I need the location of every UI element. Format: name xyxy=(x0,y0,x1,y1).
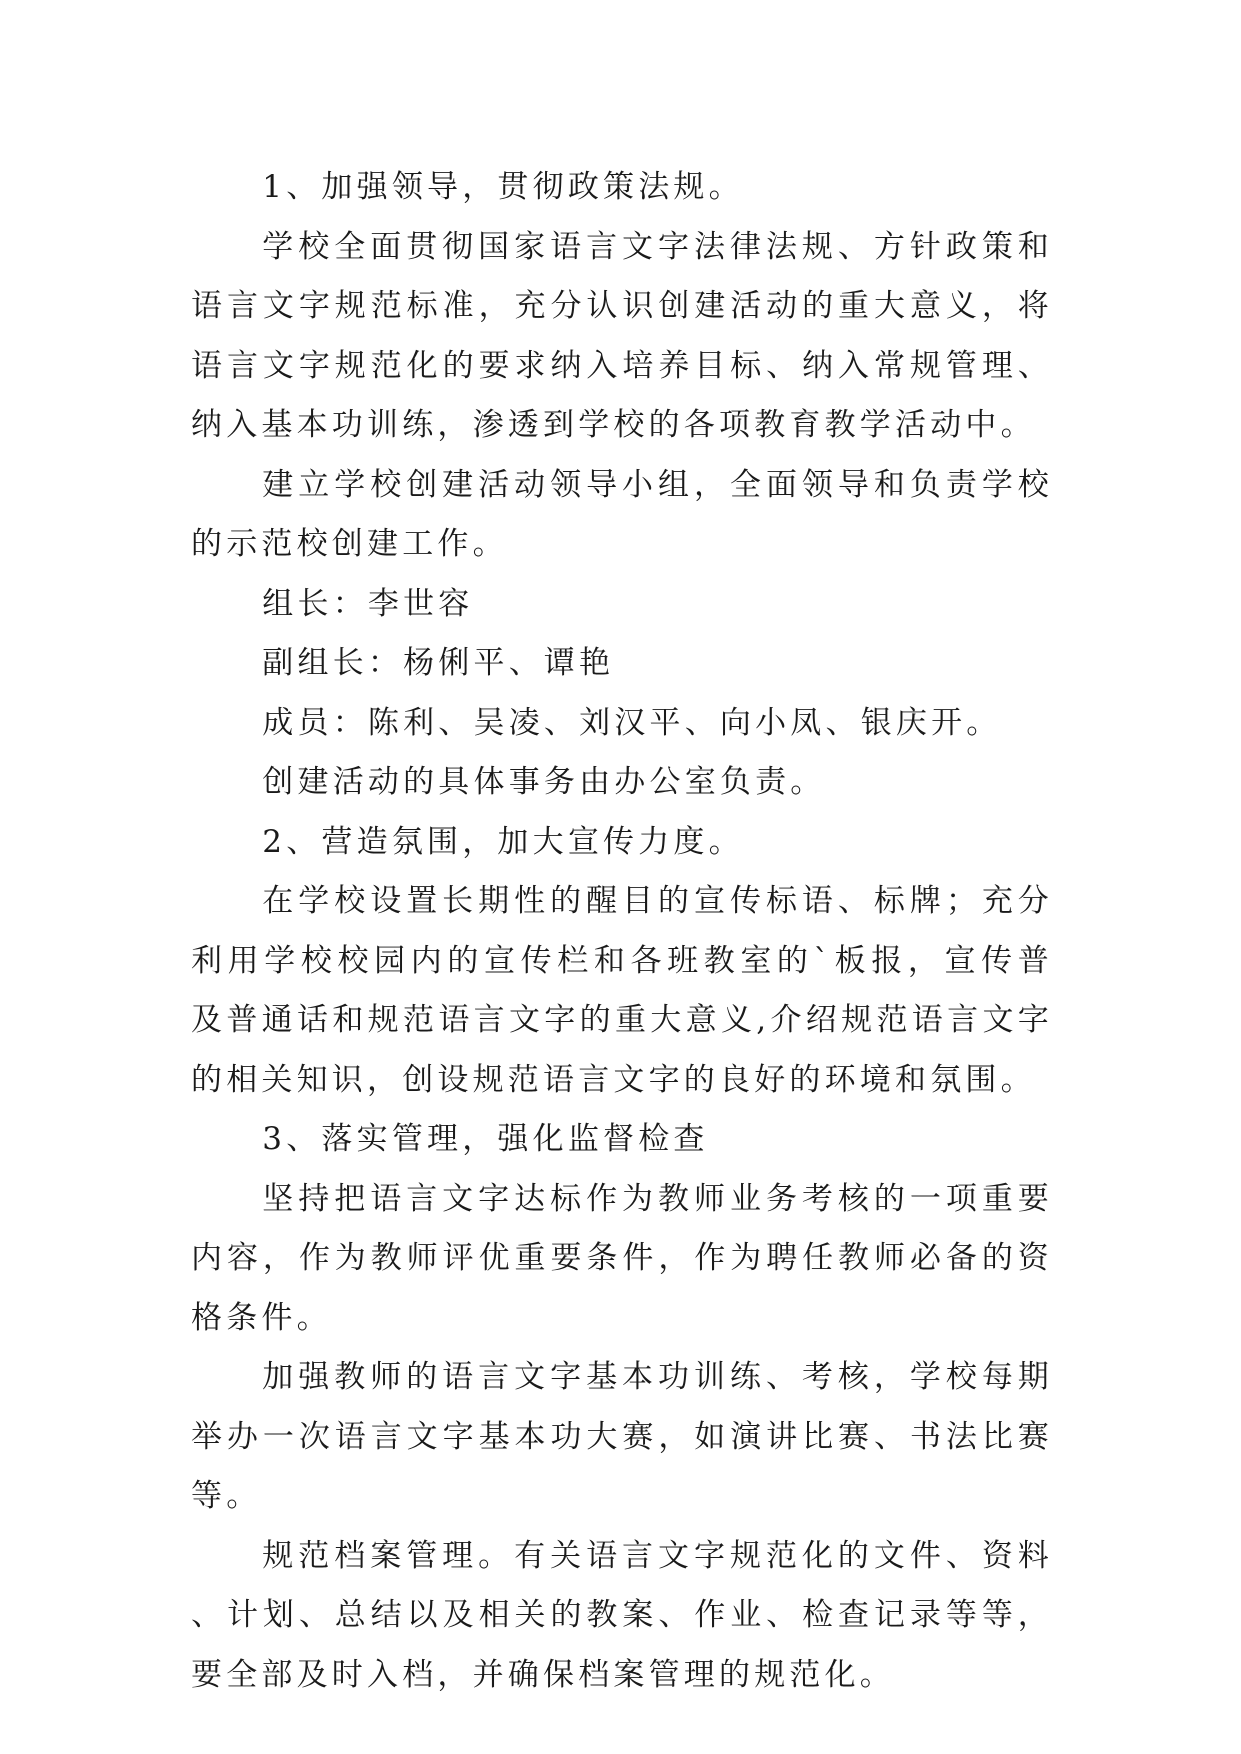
paragraph-leadership-group: 建立学校创建活动领导小组，全面领导和负责学校的示范校创建工作。 xyxy=(191,466,1053,562)
paragraph-publicity: 在学校设置长期性的醒目的宣传标语、标牌；充分利用学校校园内的宣传栏和各班教室的`板报，宣传普及普通话和规范语言文字的重大意义,介绍规范语言文字的相关知识，创设规范语言文字的良好的环境和氛围。 xyxy=(191,883,1053,1098)
heading-management-supervision: 3、落实管理，强化监督检查 xyxy=(262,1121,709,1157)
group-leader: 组长：李世容 xyxy=(262,585,474,622)
heading-create-atmosphere: 2、营造氛围，加大宣传力度。 xyxy=(262,823,744,860)
deputy-group-leaders: 副组长：杨俐平、谭艳 xyxy=(262,645,615,681)
paragraph-teacher-training: 加强教师的语言文字基本功训练、考核，学校每期举办一次语言文字基本功大赛，如演讲比赛、书法比赛等。 xyxy=(191,1359,1053,1514)
paragraph-teacher-assessment: 坚持把语言文字达标作为教师业务考核的一项重要内容，作为教师评优重要条件，作为聘任教师必备的资格条件。 xyxy=(191,1180,1053,1336)
document-page xyxy=(191,158,1053,1705)
paragraph-implement-policy: 学校全面贯彻国家语言文字法律法规、方针政策和语言文字规范标准，充分认识创建活动的重大意义，将语言文字规范化的要求纳入培养目标、纳入常规管理、纳入基本功训练，渗透到学校的各项教育教学活动中。 xyxy=(191,228,1053,443)
paragraph-archive-management: 规范档案管理。有关语言文字规范化的文件、资料、计划、总结以及相关的教案、作业、检查记录等等，要全部及时入档，并确保档案管理的规范化。 xyxy=(191,1537,1053,1693)
paragraph-office-responsible: 创建活动的具体事务由办公室负责。 xyxy=(262,764,826,800)
heading-strengthen-leadership: 1、加强领导，贯彻政策法规。 xyxy=(262,169,744,205)
group-members: 成员：陈利、吴凌、刘汉平、向小凤、银庆开。 xyxy=(262,704,1002,741)
